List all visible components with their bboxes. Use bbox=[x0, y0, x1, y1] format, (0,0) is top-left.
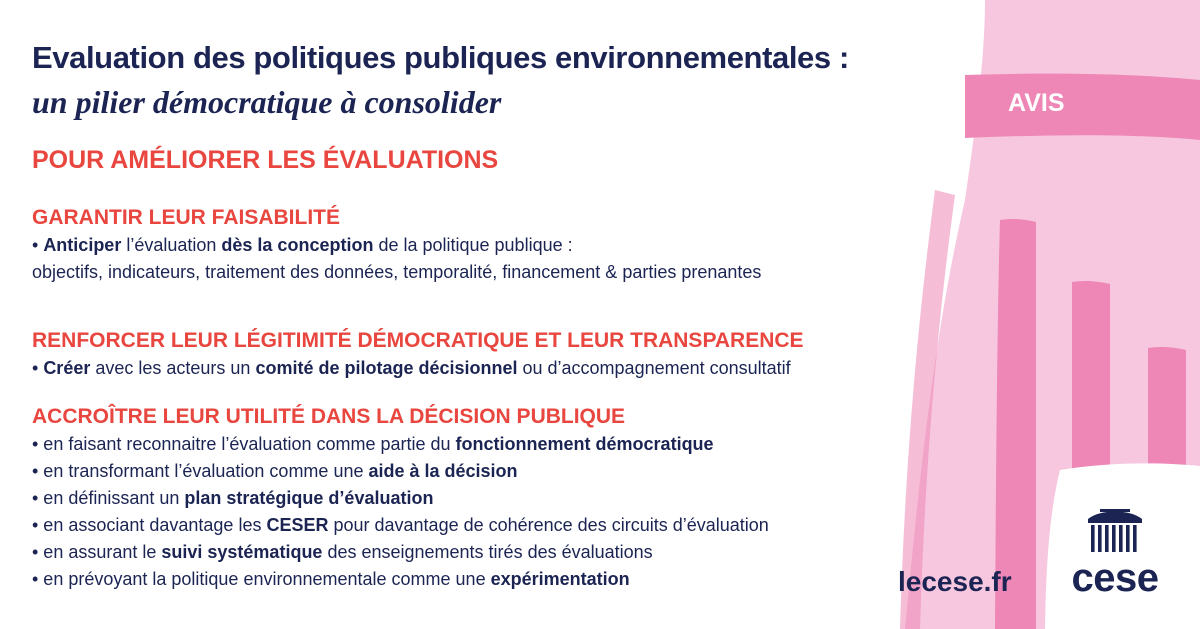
main-heading: POUR AMÉLIORER LES ÉVALUATIONS bbox=[32, 146, 499, 174]
bullet-line: • Anticiper l’évaluation dès la conception de la politique publique : bbox=[32, 235, 573, 255]
list-item: • en assurant le suivi systématique des enseignements tirés des évaluations bbox=[32, 542, 653, 562]
page-title: Evaluation des politiques publiques environnementales : bbox=[32, 40, 849, 75]
logo-wordmark: cese bbox=[1071, 556, 1159, 600]
section-utilite bbox=[32, 403, 769, 593]
section-heading: ACCROÎTRE LEUR UTILITÉ DANS LA DÉCISION PUBLIQUE bbox=[32, 405, 626, 428]
section-legitimite bbox=[32, 327, 804, 382]
section-heading: GARANTIR LEUR FAISABILITÉ bbox=[32, 206, 340, 229]
section-faisabilite bbox=[32, 204, 761, 286]
list-item: • en prévoyant la politique environnementale comme une expérimentation bbox=[32, 569, 630, 589]
building-icon bbox=[1080, 506, 1150, 556]
cese-logo bbox=[1058, 506, 1172, 606]
list-item: • en associant davantage les CESER pour davantage de cohérence des circuits d’évaluation bbox=[32, 515, 769, 535]
page-subtitle: un pilier démocratique à consolider bbox=[32, 84, 502, 120]
list-item: • en définissant un plan stratégique d’évaluation bbox=[32, 488, 434, 508]
bullet-line: • Créer avec les acteurs un comité de pilotage décisionnel ou d’accompagnement consultatif bbox=[32, 358, 791, 378]
section-heading: RENFORCER LEUR LÉGITIMITÉ DÉMOCRATIQUE ET LEUR TRANSPARENCE bbox=[32, 329, 804, 352]
avis-badge: AVIS bbox=[1008, 89, 1065, 117]
website-link[interactable]: lecese.fr bbox=[898, 566, 1012, 597]
list-item: • en transformant l’évaluation comme une aide à la décision bbox=[32, 461, 518, 481]
list-item: • en faisant reconnaitre l’évaluation comme partie du fonctionnement démocratique bbox=[32, 434, 714, 454]
continuation-line: objectifs, indicateurs, traitement des données, temporalité, financement & parties prenantes bbox=[32, 262, 762, 282]
